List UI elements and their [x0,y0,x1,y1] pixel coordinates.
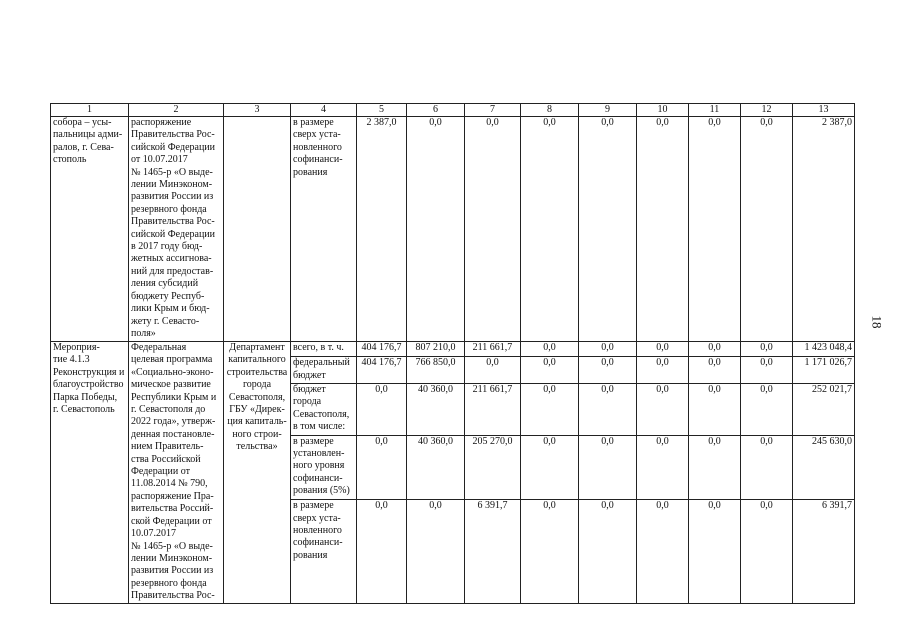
value-cell: 0,0 [521,117,579,342]
total-cell: 1 423 048,4 [793,342,855,357]
col-header: 1 [51,104,129,117]
value-cell: 0,0 [579,357,637,383]
value-cell: 0,0 [357,383,407,435]
col-header: 11 [689,104,741,117]
value-cell: 2 387,0 [357,117,407,342]
value-cell: 0,0 [689,500,741,603]
value-cell: 0,0 [637,117,689,342]
value-cell: 0,0 [637,357,689,383]
value-cell: 0,0 [689,342,741,357]
col-header: 13 [793,104,855,117]
col-header: 6 [407,104,465,117]
value-cell: 40 360,0 [407,383,465,435]
value-cell: 404 176,7 [357,342,407,357]
value-cell: 0,0 [407,500,465,603]
funding-source-cell: бюджет города Севастополя, в том числе: [291,383,357,435]
funding-source-cell: в размере сверх уста- новленного софинанси- рования [291,500,357,603]
value-cell: 0,0 [637,342,689,357]
value-cell: 0,0 [407,117,465,342]
value-cell: 0,0 [741,117,793,342]
value-cell: 0,0 [521,435,579,500]
total-cell: 252 021,7 [793,383,855,435]
value-cell: 205 270,0 [465,435,521,500]
funding-source-cell: в размере установлен- ного уровня софинанси- рования (5%) [291,435,357,500]
budget-table [50,103,855,604]
value-cell: 0,0 [689,383,741,435]
value-cell: 0,0 [579,435,637,500]
value-cell: 0,0 [689,435,741,500]
value-cell: 40 360,0 [407,435,465,500]
value-cell: 211 661,7 [465,383,521,435]
value-cell: 0,0 [465,357,521,383]
value-cell: 6 391,7 [465,500,521,603]
col-header: 3 [224,104,291,117]
funding-source-cell: федеральный бюджет [291,357,357,383]
value-cell: 766 850,0 [407,357,465,383]
value-cell: 0,0 [521,500,579,603]
col-header: 4 [291,104,357,117]
value-cell: 0,0 [689,357,741,383]
value-cell: 0,0 [741,342,793,357]
value-cell: 0,0 [741,357,793,383]
value-cell: 807 210,0 [407,342,465,357]
total-cell: 1 171 026,7 [793,357,855,383]
col-header: 2 [129,104,224,117]
total-cell: 6 391,7 [793,500,855,603]
col-header: 8 [521,104,579,117]
funding-source-cell: всего, в т. ч. [291,342,357,357]
value-cell: 0,0 [357,500,407,603]
total-cell: 2 387,0 [793,117,855,342]
value-cell: 0,0 [637,435,689,500]
col-header: 10 [637,104,689,117]
page-number: 18 [869,315,885,329]
value-cell: 0,0 [579,342,637,357]
value-cell: 0,0 [521,383,579,435]
executor-cell: Департамент капитального строительства города Севастополя, ГБУ «Дирек- ция капиталь- ного строи- тельства» [224,342,291,604]
value-cell: 0,0 [689,117,741,342]
value-cell: 211 661,7 [465,342,521,357]
value-cell: 0,0 [521,342,579,357]
basis-document-cell: Федеральная целевая программа «Социально-эконо- мическое развитие Республики Крым и г. Севастополя до 2022 года», утверж- денная постановле- нием Правитель- ства Российской Федерации от 11.08.2014 № 790, распоряжение Пра- вительства Россий- ской Федерации от 10.07.2017 № 1465-р «О выде- лении Минэконом- развития России из резервного фонда Правительства Рос- [129,342,224,604]
executor-cell [224,117,291,342]
table-row [51,117,855,342]
total-cell: 245 630,0 [793,435,855,500]
value-cell: 0,0 [579,117,637,342]
table-header-row [51,104,855,117]
col-header: 9 [579,104,637,117]
value-cell: 0,0 [637,383,689,435]
object-name-cell: собора – усы- пальницы адми- ралов, г. Сева- стополь [51,117,129,342]
value-cell: 0,0 [741,500,793,603]
value-cell: 0,0 [579,500,637,603]
col-header: 12 [741,104,793,117]
col-header: 5 [357,104,407,117]
object-name-cell: Мероприя- тие 4.1.3 Реконструкция и благоустройство Парка Победы, г. Севастополь [51,342,129,604]
col-header: 7 [465,104,521,117]
funding-source-cell: в размере сверх уста- новленного софинанси- рования [291,117,357,342]
value-cell: 0,0 [741,383,793,435]
value-cell: 0,0 [357,435,407,500]
value-cell: 0,0 [637,500,689,603]
value-cell: 0,0 [579,383,637,435]
value-cell: 0,0 [465,117,521,342]
basis-document-cell: распоряжение Правительства Рос- сийской Федерации от 10.07.2017 № 1465-р «О выде- лении Минэконом- развития России из резервного фонда Правительства Рос- сийской Федерации в 2017 году бюд- жетных ассигнова- ний для предостав- ления субсидий бюджету Респуб- лики Крым и бюд- жету г. Севасто- поля» [129,117,224,342]
table-row [51,342,855,357]
value-cell: 404 176,7 [357,357,407,383]
value-cell: 0,0 [741,435,793,500]
value-cell: 0,0 [521,357,579,383]
